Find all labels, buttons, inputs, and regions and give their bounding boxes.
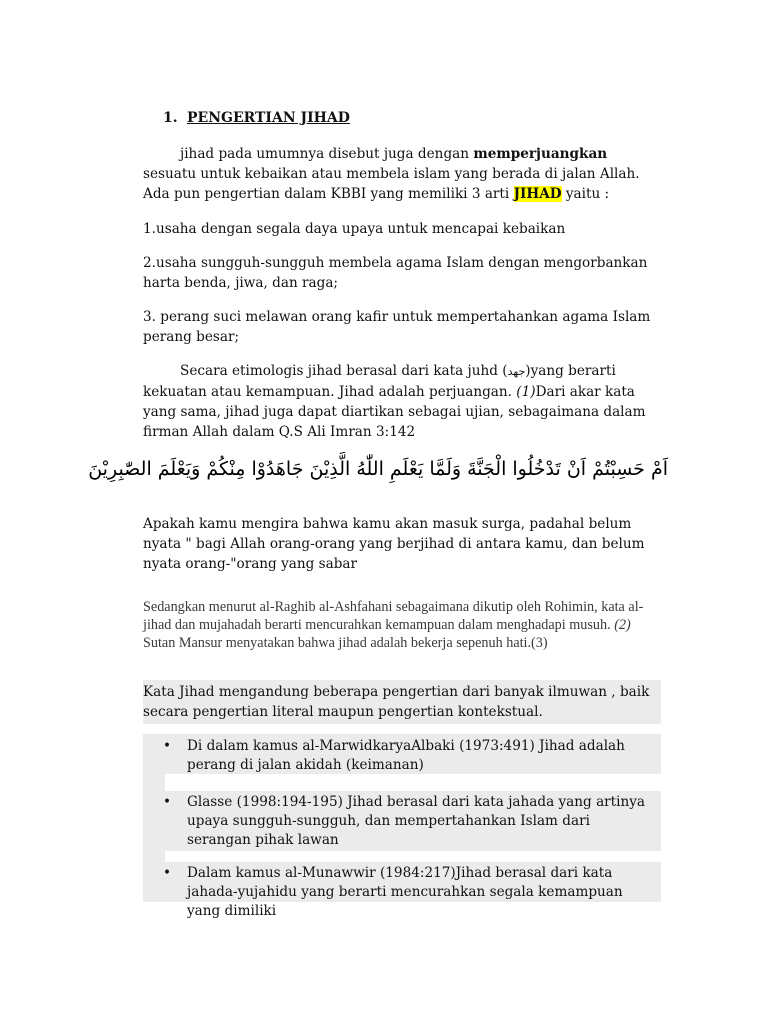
- etymology-text-1: Secara etimologis jihad berasal dari kata juhd (: [180, 363, 508, 379]
- intro-text-1: jihad pada umumnya disebut juga dengan: [180, 146, 474, 162]
- heading-number: 1.: [163, 110, 178, 126]
- footnote-ref-1: (1): [516, 384, 536, 400]
- meaning-2: 2.usaha sungguh-sungguh membela agama Islam dengan mengorbankan harta benda, jiwa, dan raga;: [143, 255, 648, 291]
- list-item-text: Dalam kamus al-Munawwir (1984:217)Jihad berasal dari kata jahada-yujahidu yang berarti mencurahkan segala kemampuan yang dimiliki: [187, 865, 623, 919]
- verse-translation: Apakah kamu mengira bahwa kamu akan masuk surga, padahal belum nyata " bagi Allah orang-orang yang berjihad di antara kamu, dan belum nyata orang-"orang yang sabar: [143, 516, 645, 572]
- meaning-1: 1.usaha dengan segala daya upaya untuk mencapai kebaikan: [143, 221, 566, 237]
- etymology-text-2: )yang berarti kekuatan atau kemampuan. Jihad adalah perjuangan.: [143, 363, 616, 400]
- bullet-icon: •: [163, 865, 172, 881]
- intro-paragraph: [143, 144, 663, 204]
- heading-title: PENGERTIAN JIHAD: [187, 110, 350, 126]
- footnote-ref-2: (2): [614, 617, 631, 633]
- etymology-text-3: Dari akar kata yang sama, jihad juga dapat diartikan sebagai ujian, sebagaimana dalam firman Allah dalam Q.S Ali Imran 3:142: [143, 384, 646, 440]
- bullet-icon: •: [163, 738, 172, 754]
- raghib-text-1: Sedangkan menurut al-Raghib al-Ashfahani sebagaimana dikutip oleh Rohimin, kata al-jihad dan mujahadah berarti mencurahkan kemampuan dalam menghadapi musuh.: [143, 599, 644, 633]
- arabic-word: جهد: [507, 365, 526, 378]
- box-intro: Kata Jihad mengandung beberapa pengertian dari banyak ilmuwan , baik secara pengertian literal maupun pengertian kontekstual.: [143, 684, 650, 720]
- highlighted-term: JIHAD: [513, 186, 562, 202]
- list-item: [163, 737, 653, 775]
- bullet-icon: •: [163, 794, 172, 810]
- list-item: [163, 793, 653, 850]
- definitions-box: [143, 680, 661, 919]
- meaning-3: 3. perang suci melawan orang kafir untuk mempertahankan agama Islam perang besar;: [143, 309, 651, 345]
- intro-bold-word: memperjuangkan: [473, 146, 608, 162]
- intro-text-2: sesuatu untuk kebaikan atau membela islam yang berada di jalan Allah. Ada pun pengertian dalam KBBI yang memiliki 3 arti: [143, 166, 640, 202]
- raghib-paragraph: [143, 598, 663, 652]
- raghib-text-2: Sutan Mansur menyatakan bahwa jihad adalah bekerja sepenuh hati.(3): [143, 635, 548, 651]
- etymology-paragraph: [143, 361, 663, 442]
- intro-text-3: yaitu :: [561, 186, 610, 202]
- quran-verse: اَمْ حَسِبْتُمْ اَنْ تَدْخُلُوا الْجَنَّةَ وَلَمَّا يَعْلَمِ اللّٰهُ الَّذِيْنَ جَاهَدُوْا مِنْكُمْ وَيَعْلَمَ الصّٰبِرِيْنَ: [88, 458, 668, 480]
- box-shade-gap-1: [143, 773, 165, 791]
- list-item-text: Di dalam kamus al-MarwidkaryaAlbaki (1973:491) Jihad adalah perang di jalan akidah (keimanan): [187, 738, 625, 773]
- list-item-text: Glasse (1998:194-195) Jihad berasal dari kata jahada yang artinya upaya sungguh-sungguh, dan mempertahankan Islam dari serangan pihak lawan: [187, 794, 646, 848]
- list-item: [163, 864, 653, 921]
- section-heading: [163, 110, 350, 126]
